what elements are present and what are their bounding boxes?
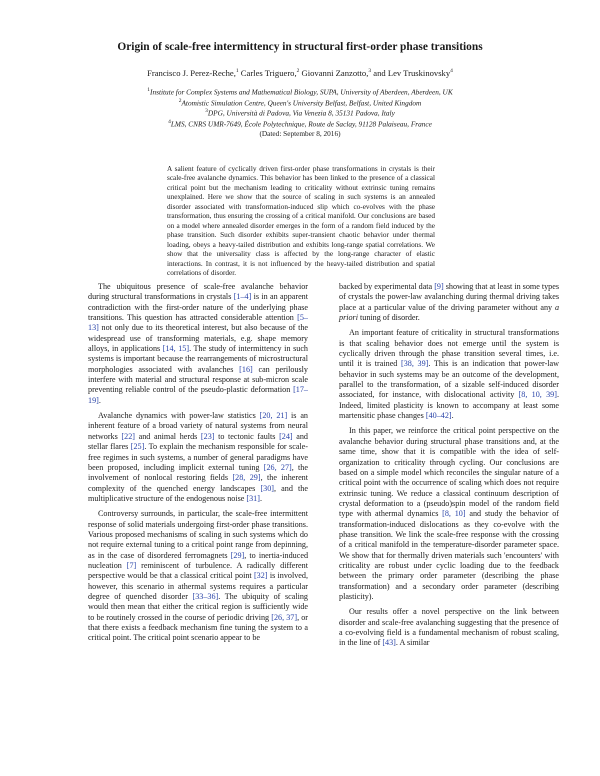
citation-link[interactable]: [28, 29] [232, 473, 261, 483]
citation-link[interactable]: [40–42] [425, 411, 452, 421]
body-text: . A similar [395, 638, 430, 648]
citation-link[interactable]: [30] [260, 483, 274, 493]
body-text: Controversy surrounds, in particular, the scale-free intermittent response of solid materials undergoing first-order phase transitions. Various proposed mechanisms of scaling in such systems which do not require external tuning to a critical point range from depinning, as in the case of disordered ferromagnets [88, 509, 308, 560]
body-paragraph [339, 426, 559, 602]
author: Carles Triguero,$^2$ [238, 67, 300, 78]
body-paragraph [88, 282, 308, 406]
body-text: , to inertia-induced nucleation [88, 550, 309, 570]
body-text: An important feature of criticality in structural transformations is that scaling behavior does not emerge until the system is cyclically driven through the phase transition several times, i.e. until it is trained [339, 328, 559, 369]
body-paragraph [339, 328, 559, 421]
body-text: is an inherent feature of a broad variety of natural systems from neural networks [88, 411, 308, 441]
body-text: , and the multiplicative structure of the endogenous noise [88, 483, 308, 503]
body-paragraph [339, 607, 559, 648]
body-text: is in an apparent contradiction with the first-order nature of the underlying phase transitions. This question has attracted considerable attention [88, 292, 308, 323]
citation-link[interactable]: [31] [246, 493, 260, 503]
citation-link[interactable]: [32] [253, 571, 268, 581]
body-text: and stellar flares [88, 431, 308, 452]
body-text: In this paper, we reinforce the critical point perspective on the avalanche behavior during structural phase transitions and, at the same time, show that it is compatible with the idea of self-organization to criticality through cycling. Our conclusions are based on a simple model which reconciles the singular nature of a critical point with the occurrence of scaling which does not require extrinsic tuning. We reduce a classical continuum description of crystal deformation to a (pseudo)spin model of the random field type with athermal dynamics [339, 426, 559, 519]
affiliations [40, 86, 560, 138]
body-text: The ubiquitous presence of scale-free avalanche behavior during structural transformations in crystals [88, 282, 308, 302]
citation-link[interactable]: [1–4] [233, 292, 252, 302]
citation-link[interactable]: [9] [434, 282, 444, 291]
citation-link[interactable]: [26, 27] [263, 462, 292, 472]
body-text: . [98, 395, 101, 405]
citation-link[interactable]: [38, 39] [401, 359, 429, 369]
date-line: (Dated: September 8, 2016) [259, 128, 341, 138]
citation-link[interactable]: [22] [121, 431, 135, 441]
body-text: . Indeed, limited plasticity is known to accompany at least some martensitic phase changes [339, 390, 559, 421]
affiliation: $^2$Atomistic Simulation Centre, Queen's University Belfast, Belfast, United Kingdom [178, 97, 422, 108]
citation-link[interactable]: [26, 37] [271, 612, 298, 622]
body-text: , the inherent complexity of the quenched energy landscapes [88, 473, 308, 493]
author: Giovanni Zanzotto,$^3$ [299, 67, 372, 78]
body-text: . [451, 411, 454, 421]
citation-link[interactable]: [20, 21] [259, 411, 288, 421]
citation-link[interactable]: [8, 10, 39] [518, 390, 557, 400]
emphasis-text: a priori [339, 302, 559, 323]
author: and Lev Truskinovsky$^4$ [371, 67, 453, 78]
abstract: A salient feature of cyclically driven first-order phase transformations in crystals is their scale-free avalanche dynamics. This behavior has been linked to the presence of a classical critical point but the mechanism leading to criticality without extrinsic tuning remains unexplained. Here we show that the source of scaling in such systems is an annealed disorder associated with transformation-induced slip which co-evolves with the phase transformation, thus ensuring the crossing of a critical manifold. Our conclusions are based on a model where annealed disorder emerges in the form of a random field induced by the phase transition. Such disorder exhibits super-transient chaotic behavior under thermal loading, obeys a heavy-tailed distribution and exhibits long-range spatial correlations. We show that the universality class is affected by the long-range character of elastic interactions. In contrast, it is not influenced by the heavy-tailed distribution and spatial correlations of disorder. [167, 165, 435, 277]
affiliation: $^1$Institute for Complex Systems and Mathematical Biology, SUPA, University of Aberdeen, Aberdeen, UK [147, 87, 453, 97]
citation-link[interactable]: [16] [239, 364, 253, 374]
body-paragraph [88, 411, 308, 504]
affiliation: $^4$LMS, CNRS UMR-7649, École Polytechnique, Route de Saclay, 91128 Palaiseau, France [168, 119, 432, 129]
body-text: and study the behavior of transformation-induced dislocations as they co-evolve with the phase transition. We link the scale-free response with the crossing of a critical manifold in the temperature-disorder parameter space. We show that for thermally driven materials such 'encounters' with criticality are robust under cyclic loading due to the feedback between the primary order parameter (describing the phase transformation) and a secondary order parameter (describing plasticity). [339, 509, 559, 601]
author: Francisco J. Perez-Reche,$^1$ [147, 67, 239, 78]
author-list [40, 66, 560, 79]
body-text: reminiscent of turbulence. A radically different perspective would be that a classical critical point [88, 560, 308, 581]
body-text: not only due to its theoretical interest, but also because of the widespread use of transforming materials, e.g. shape memory alloys, in applications [88, 323, 308, 354]
body-text: backed by experimental data [339, 282, 435, 291]
body-text: , or that there exists a feedback mechanism fine tuning the system to a critical point. The critical point scenario appear to be [88, 612, 308, 643]
citation-link[interactable]: [5–13] [88, 313, 308, 333]
left-column [88, 282, 308, 649]
body-text: . The study of intermittency in such systems is important because the rearrangements of microstructural morphologies associated with avalanches [88, 344, 308, 374]
body-text: . This is an indication that power-law behavior in such systems may be an outcome of the development, parallel to the transformation, of a sizable self-induced disorder associated, for instance, with dislocational activity [339, 359, 560, 400]
citation-link[interactable]: [14, 15] [162, 344, 190, 354]
citation-link[interactable]: [24] [279, 431, 293, 441]
paper-title: Origin of scale-free intermittency in structural first-order phase transitions [117, 41, 483, 53]
citation-link[interactable]: [7] [126, 560, 137, 570]
citation-link[interactable]: [43] [382, 638, 396, 648]
body-text: . The ubiquity of scaling would then mean that either the critical region is sufficiently wide to be routinely crossed in the course of periodic driving [88, 591, 308, 622]
citation-link[interactable]: [8, 10] [442, 509, 466, 519]
body-text: is involved, however, this scenario in athermal systems requires a particular degree of quenched disorder [88, 571, 309, 601]
citation-link[interactable]: [23] [200, 431, 215, 441]
body-paragraph [339, 282, 559, 323]
body-text: can perilously interfere with material and structural response at sub-micron scale preventing reliable control of the pseudo-plastic deformation [88, 364, 308, 395]
body-text: . To explain the mechanism responsible for scale-free regimes in such systems, a number of general paradigms have been proposed, including implicit external tuning [88, 442, 308, 472]
body-text: Avalanche dynamics with power-law statistics [98, 411, 260, 421]
body-text: showing that at least in some types of crystals the power-law avalanching during thermal driving takes place at a particular value of the driving parameter without any [339, 282, 560, 312]
citation-link[interactable]: [17–19] [88, 385, 308, 405]
right-column [339, 282, 559, 654]
body-text: Our results offer a novel perspective on the link between disorder and scale-free avalanching suggesting that the presence of a co-evolving field is a fundamental mechanism of robust scaling, in the line of [339, 607, 559, 648]
body-paragraph [88, 509, 308, 643]
body-text: to tectonic faults [214, 431, 280, 441]
body-text: , the involvement of nonlocal restoring fields [88, 462, 308, 483]
affiliation: $^3$DPG, Università di Padova, Via Venezia 8, 35131 Padova, Italy [205, 108, 395, 118]
body-text: and animal herds [134, 431, 201, 441]
citation-link[interactable]: [25] [130, 442, 145, 452]
body-text: . [259, 493, 262, 503]
citation-link[interactable]: [33–36] [192, 591, 219, 601]
citation-link[interactable]: [29] [230, 550, 245, 560]
body-text: tuning of disorder. [357, 313, 420, 323]
